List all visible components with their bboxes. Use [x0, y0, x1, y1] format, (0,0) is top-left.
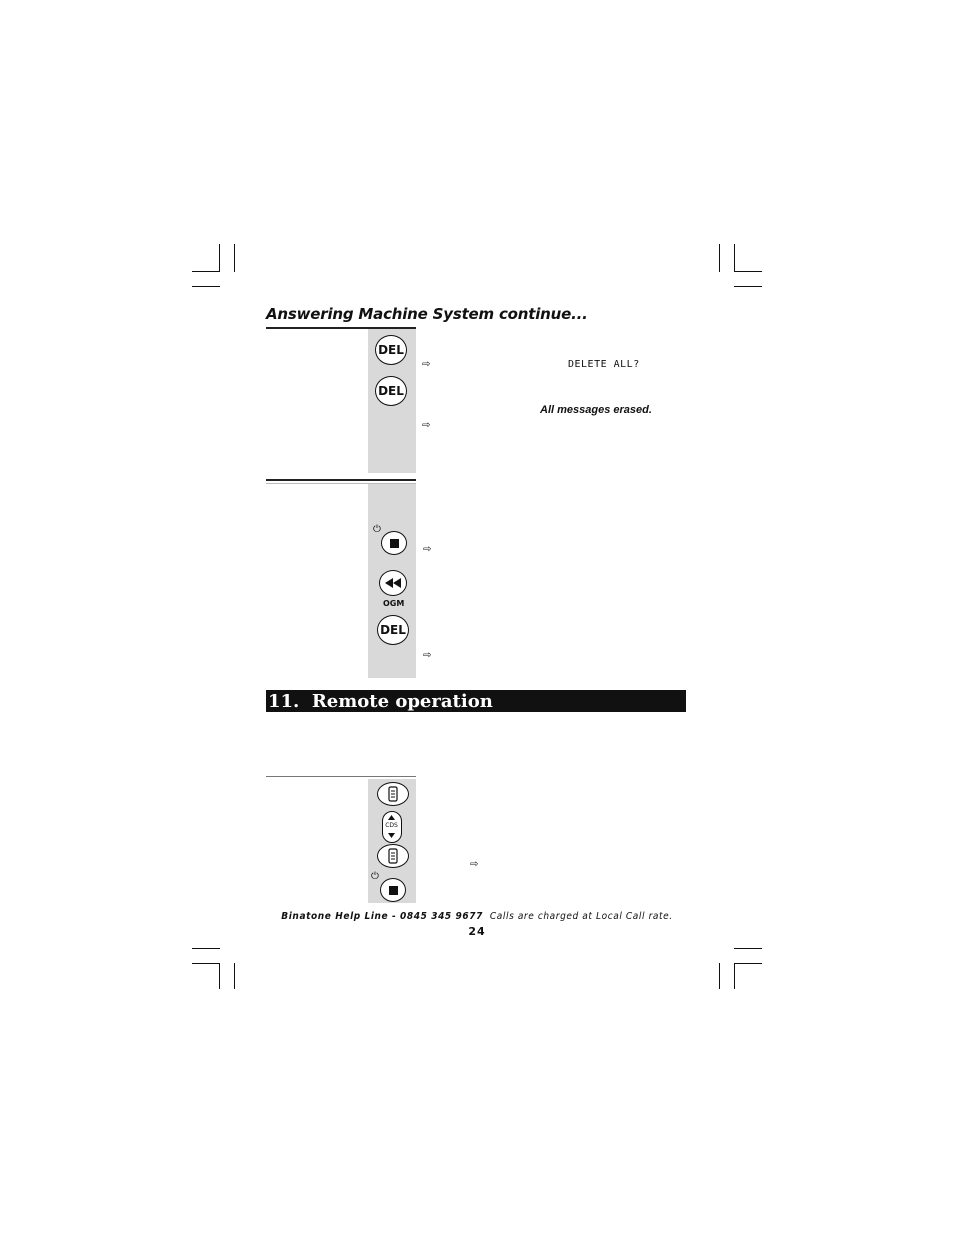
rewind-button[interactable] [379, 570, 407, 596]
crop-mark [192, 286, 220, 287]
footer-helpline [0, 911, 954, 922]
helpline-text: Binatone Help Line - 0845 345 9677 [281, 911, 483, 922]
crop-mark [734, 244, 735, 272]
crop-mark [234, 963, 235, 989]
del-button[interactable]: DEL [377, 615, 409, 645]
power-icon: ⏻ [373, 524, 381, 535]
right-arrow-icon: ⇨ [423, 650, 432, 661]
crop-mark [734, 963, 735, 989]
crop-mark [719, 963, 720, 989]
section-banner [266, 690, 686, 712]
stop-icon [389, 886, 398, 895]
rewind-icon [384, 578, 402, 588]
right-arrow-icon: ⇨ [423, 544, 432, 555]
erase-note: All messages erased. [540, 404, 652, 416]
up-down-nav-button[interactable] [382, 811, 402, 843]
handset-button[interactable] [377, 782, 409, 806]
right-arrow-icon: ⇨ [422, 359, 431, 370]
stop-button[interactable] [380, 878, 406, 902]
section-rule [266, 479, 416, 481]
banner-title: 11. Remote operation [268, 690, 493, 712]
crop-mark [734, 286, 762, 287]
crop-mark [734, 948, 762, 949]
page-number: 24 [468, 925, 486, 938]
nav-label: CDS [385, 822, 398, 829]
crop-mark [234, 244, 235, 272]
handset-button[interactable] [377, 844, 409, 868]
handset-icon [388, 848, 398, 864]
right-arrow-icon: ⇨ [470, 859, 479, 870]
crop-mark [192, 948, 220, 949]
power-icon: ⏻ [371, 871, 379, 882]
del-button[interactable]: DEL [375, 335, 407, 365]
ogm-label: OGM [383, 599, 405, 608]
right-arrow-icon: ⇨ [422, 420, 431, 431]
crop-mark [219, 963, 220, 989]
crop-mark [734, 271, 762, 272]
crop-mark [192, 271, 220, 272]
stop-button[interactable] [381, 531, 407, 555]
crop-mark [719, 244, 720, 272]
crop-mark [734, 963, 762, 964]
call-rate-note: Calls are charged at Local Call rate. [489, 911, 673, 922]
del-button[interactable]: DEL [375, 376, 407, 406]
handset-icon [388, 786, 398, 802]
stop-icon [390, 539, 399, 548]
section-title: Answering Machine System continue... [266, 305, 588, 323]
crop-mark [219, 244, 220, 272]
crop-mark [192, 963, 220, 964]
display-text: DELETE ALL? [568, 359, 640, 370]
section-rule [266, 776, 416, 777]
